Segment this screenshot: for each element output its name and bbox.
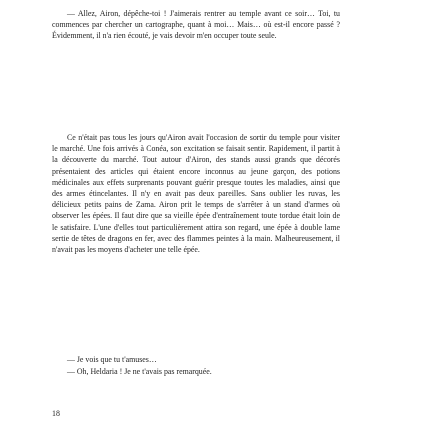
dialogue-line-airon: — Oh, Heldaria ! Je ne t'avais pas remarquée. [67,367,212,376]
paragraph-market-description: Ce n'était pas tous les jours qu'Airon avait l'occasion de sortir du temple pour visiter le marché. Une fois arrivés à Conéa, son excitation se faisait sentir. Rapidement, il partit à la découverte du marché. Tout autour d'Airon, des stands aussi grands que décorés présentaient des articles qui étaient encore inconnus au jeune garçon, des potions médicinales aux effets surprenants pouvant guérir presque toutes les maladies, ainsi que des armes étincelantes. Il n'y en avait pas deux pareilles. Sans oublier les ruvas, les délicieux petits pains de Zama. Airon prit le temps de s'arrêter à un stand d'armes où observer les épées. Il faut dire que sa vieille épée d'entraînement toute tordue était loin de le satisfaire. L'une d'elles tout particulièrement attira son regard, une épée à double lame sertie de têtes de dragons en fer, avec des flammes peintes à la main. Malheureusement, il n'avait pas les moyens d'acheter une telle épée. [52,133,340,255]
page-number: 18 [52,409,60,418]
paragraph-opening-dialogue: — Allez, Airon, dépêche-toi ! J'aimerais rentrer au temple avant ce soir… Toi, tu commences par chercher un cartographe, quant à moi… Mais… où est-il encore passé ? Évidemment, il n'a rien écouté, je vais devoir m'en occuper toute seule. [52,9,340,41]
dialogue-line-heldaria: — Je vois que tu t'amuses… [67,355,157,364]
